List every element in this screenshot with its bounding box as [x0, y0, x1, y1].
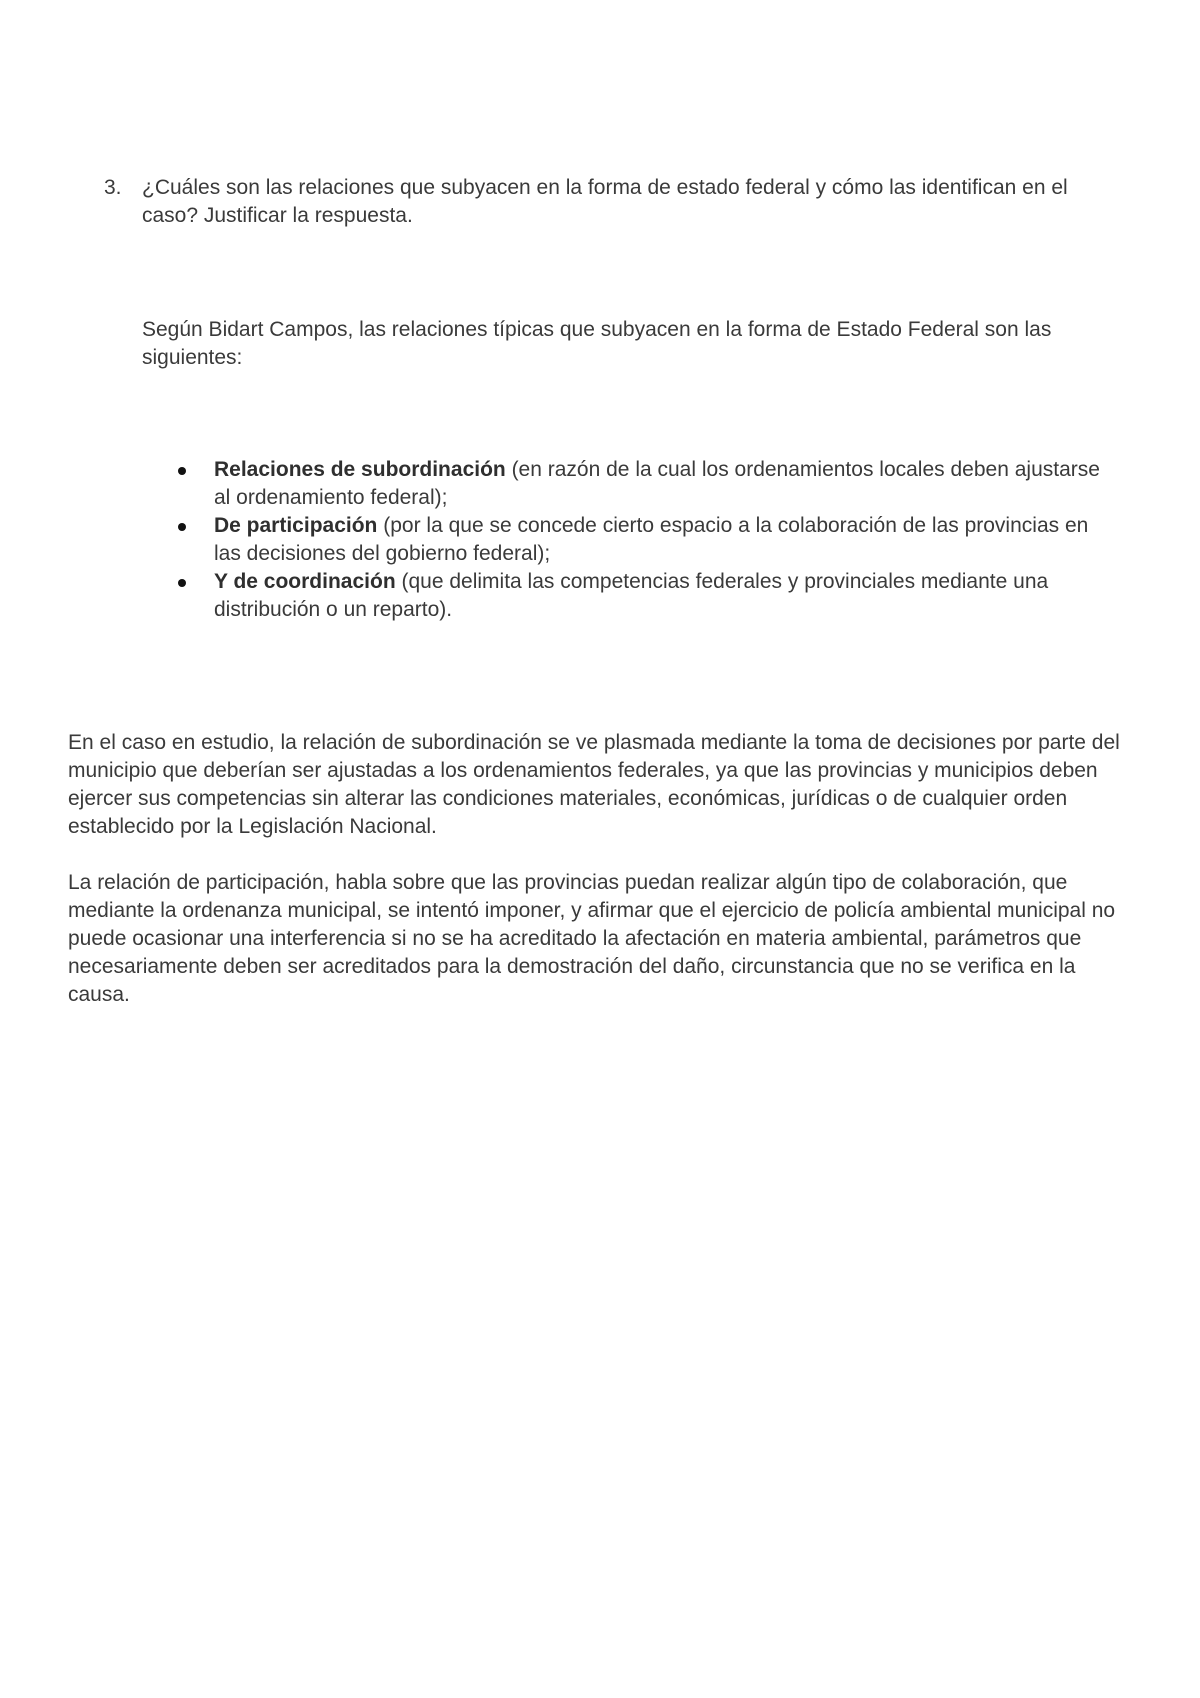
question-number: 3. [104, 176, 122, 199]
bullet-icon [178, 467, 186, 475]
analysis-paragraph-subordination: En el caso en estudio, la relación de subordinación se ve plasmada mediante la toma de decisiones por parte del municipio que deberían ser ajustadas a los ordenamientos federales, ya que las provincias y municipios deben ejercer sus competencias sin alterar las condiciones materiales, económicas, jurídicas o de cualquier orden establecido por la Legislación Nacional. [68, 731, 1120, 838]
relation-item-subordination [142, 456, 1114, 512]
relation-description: (que delimita las competencias federales y provinciales mediante una distribución o un reparto). [214, 570, 1049, 621]
relation-title: Relaciones de subordinación [214, 458, 506, 481]
relation-item-coordination [142, 568, 1114, 624]
bullet-icon [178, 523, 186, 531]
question-text: ¿Cuáles son las relaciones que subyacen en la forma de estado federal y cómo las identifican en el caso? Justificar la respuesta. [142, 176, 1068, 227]
relation-title: Y de coordinación [214, 570, 396, 593]
relation-item-participation [142, 512, 1114, 568]
relation-description: (por la que se concede cierto espacio a la colaboración de las provincias en las decisiones del gobierno federal); [214, 514, 1089, 565]
relations-list [142, 456, 1142, 624]
bullet-icon [178, 579, 186, 587]
relation-description: (en razón de la cual los ordenamientos locales deben ajustarse al ordenamiento federal); [214, 458, 1100, 509]
analysis-paragraph-participation: La relación de participación, habla sobre que las provincias puedan realizar algún tipo de colaboración, que mediante la ordenanza municipal, se intentó imponer, y afirmar que el ejercicio de policía ambiental municipal no puede ocasionar una interferencia si no se ha acreditado la afectación en materia ambiental, parámetros que necesariamente deben ser acreditados para la demostración del daño, circunstancia que no se verifica en la causa. [68, 871, 1116, 1006]
relation-title: De participación [214, 514, 378, 537]
intro-paragraph: Según Bidart Campos, las relaciones típicas que subyacen en la forma de Estado Federal son las siguientes: [142, 318, 1052, 369]
